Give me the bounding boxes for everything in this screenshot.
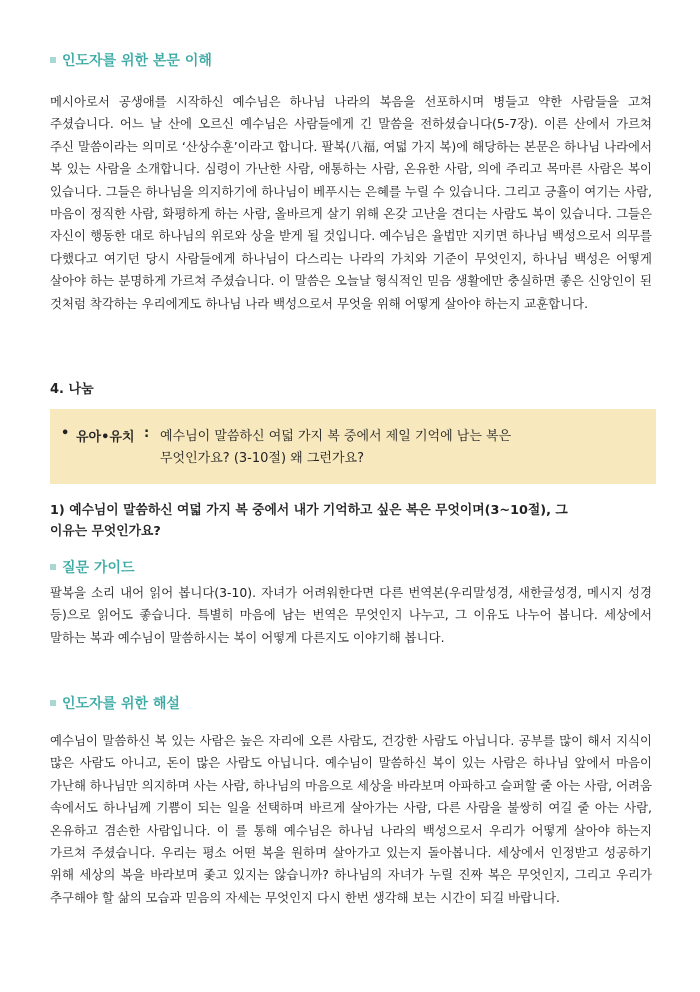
- section-heading-leader-understanding: [50, 50, 212, 70]
- section-heading-leader-commentary: [50, 693, 180, 713]
- kids-question-callout: [50, 409, 656, 484]
- square-bullet-icon: [50, 700, 56, 706]
- body-paragraph-commentary: 예수님이 말씀하신 복 있는 사람은 높은 자리에 오른 사람도, 건강한 사람도 아닙니다. 공부를 많이 해서 지식이 많은 사람도 아니고, 돈이 많은 사람도 아닙니다. 예수님이 말씀하신 복이 있는 사람은 하나님 앞에서 마음이 가난해 하나님만 의지하며 사는 사람, 하나님의 마음으로 세상을 바라보며 아파하고 슬퍼할 줄 아는 사람, 어려움 속에서도 하나님께 기쁨이 되는 일을 선택하며 바르게 살아가는 사람, 다른 사람을 불쌍히 여길 줄 아는 사람, 온유하고 겸손한 사람입니다. 이 를 통해 예수님은 하나님 나라의 백성으로서 우리가 어떻게 살아야 하는지 가르쳐 주셨습니다. 우리는 평소 어떤 복을 원하며 살아가고 있는지 돌아봅니다. 세상에서 인정받고 성공하기 위해 세상의 복을 바라보며 좇고 있지는 않습니까? 하나님의 자녀가 누릴 진짜 복은 무엇인지, 그리고 우리가 추구해야 할 삶의 모습과 믿음의 자세는 무엇인지 다시 한번 생각해 보는 시간이 되길 바랍니다.: [50, 733, 652, 905]
- age-group-label: 유아•유치: [76, 430, 135, 445]
- square-bullet-icon: [50, 57, 56, 63]
- question-1: 1) 예수님이 말씀하신 여덟 가지 복 중에서 내가 기억하고 싶은 복은 무엇이며(3~10절), 그 이유는 무엇인가요?: [50, 503, 568, 539]
- kids-question-text: 예수님이 말씀하신 여덟 가지 복 중에서 제일 기억에 남는 복은 무엇인가요? (3-10절) 왜 그런가요?: [160, 429, 512, 466]
- bullet-icon: •: [61, 426, 70, 441]
- callout-colon: :: [144, 426, 150, 441]
- section-heading-question-guide: [50, 557, 135, 577]
- square-bullet-icon: [50, 564, 56, 570]
- section-heading-text: 인도자를 위한 본문 이해: [62, 53, 212, 69]
- body-paragraph-1: 메시아로서 공생애를 시작하신 예수님은 하나님 나라의 복음을 선포하시며 병들고 약한 사람들을 고쳐 주셨습니다. 어느 날 산에 오르신 예수님은 사람들에게 긴 말씀을 전하셨습니다(5-7장). 이른 산에서 가르쳐 주신 말씀이라는 의미로 ‘산상수훈’이라고 합니다. 팔복(八福, 여덟 가지 복)에 해당하는 본문은 하나님 나라에서 복 있는 사람을 소개합니다. 심령이 가난한 사람, 애통하는 사람, 온유한 사람, 의에 주리고 목마른 사람은 복이 있습니다. 그들은 하나님을 의지하기에 하나님이 베푸시는 은혜를 누릴 수 있습니다. 그리고 긍휼이 여기는 사람, 마음이 정직한 사람, 화평하게 하는 사람, 올바르게 살기 위해 온갖 고난을 견디는 사람도 복이 있습니다. 그들은 자신이 행동한 대로 하나님의 위로와 상을 받게 될 것입니다. 예수님은 율법만 지키면 하나님 백성으로서 의무를 다했다고 여기던 당시 사람들에게 하나님이 다스리는 나라의 가치와 기준이 무엇인지, 하나님 백성은 어떻게 살아야 하는 분명하게 가르쳐 주셨습니다. 이 말씀은 오늘날 형식적인 믿음 생활에만 충실하면 좋은 신앙인이 된 것처럼 착각하는 우리에게도 하나님 나라 백성으로서 무엇을 위해 어떻게 살아야 하는지 교훈합니다.: [50, 94, 652, 311]
- sharing-heading: 4. 나눔: [50, 382, 94, 397]
- section-heading-text: 인도자를 위한 해설: [62, 696, 180, 712]
- section-heading-text: 질문 가이드: [62, 560, 135, 576]
- body-paragraph-guide: 팔복을 소리 내어 읽어 봅니다(3-10). 자녀가 어려워한다면 다른 번역본(우리말성경, 새한글성경, 메시지 성경 등)으로 읽어도 좋습니다. 특별히 마음에 남는 번역은 무엇인지 나누고, 그 이유도 나누어 봅니다. 세상에서 말하는 복과 예수님이 말씀하시는 복이 어떻게 다른지도 이야기해 봅니다.: [50, 585, 652, 645]
